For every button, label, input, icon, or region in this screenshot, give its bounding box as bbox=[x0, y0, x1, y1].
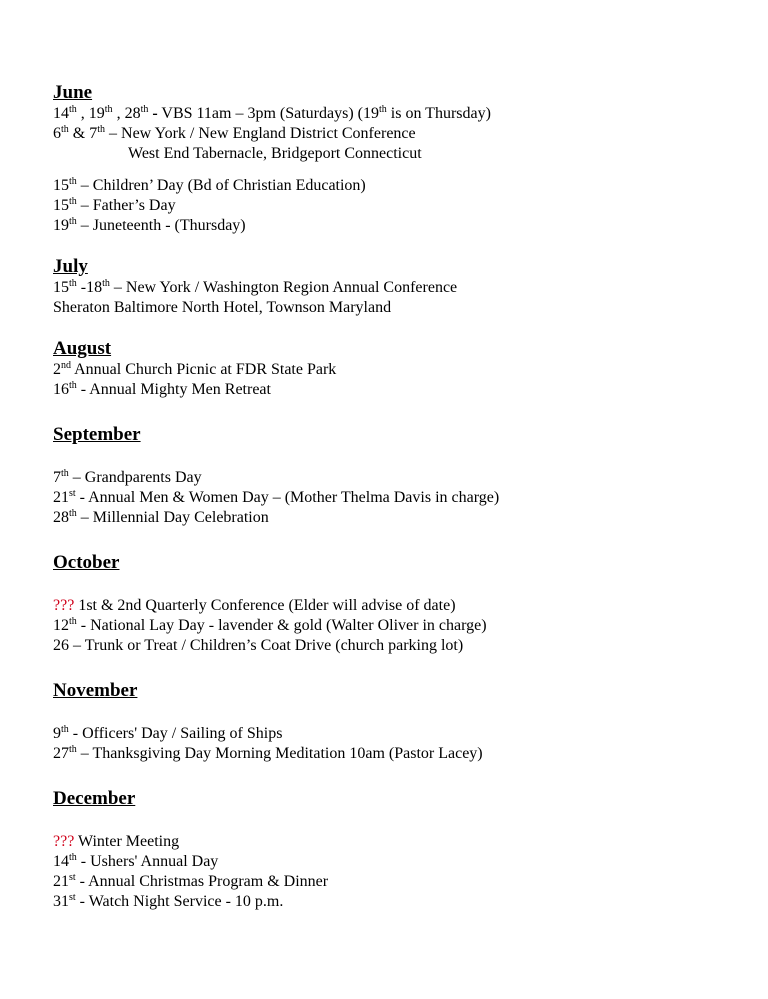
event-text: Annual Church Picnic at FDR State Park bbox=[71, 361, 337, 378]
date-suffix: th bbox=[104, 104, 113, 115]
event-text: – Millennial Day Celebration bbox=[76, 509, 269, 526]
event-date: 21 bbox=[53, 489, 69, 506]
event-date: 2 bbox=[53, 361, 61, 378]
event-line bbox=[53, 724, 753, 744]
event-line bbox=[53, 872, 753, 892]
event-text: Winter Meeting bbox=[74, 833, 180, 850]
separator: , bbox=[76, 105, 89, 122]
event-line bbox=[53, 196, 753, 216]
date-suffix: st bbox=[69, 488, 76, 499]
tbd-marker: ??? bbox=[53, 597, 75, 614]
date-suffix: th bbox=[69, 852, 77, 863]
event-line bbox=[53, 360, 753, 380]
event-line bbox=[53, 508, 753, 528]
event-line bbox=[53, 380, 753, 400]
month-heading-november: November bbox=[53, 680, 138, 701]
event-date: 6 bbox=[53, 125, 61, 142]
event-line bbox=[53, 488, 753, 508]
event-date: 7 bbox=[53, 469, 61, 486]
event-date: & 7 bbox=[68, 125, 98, 142]
event-date: 28 bbox=[53, 509, 69, 526]
event-date: -18 bbox=[76, 279, 103, 296]
month-heading-october: October bbox=[53, 552, 120, 573]
event-text: 1st & 2nd Quarterly Conference (Elder will advise of date) bbox=[74, 597, 456, 614]
date-suffix: th bbox=[379, 104, 387, 115]
event-date: 15 bbox=[53, 197, 69, 214]
event-text: - Annual Christmas Program & Dinner bbox=[75, 873, 329, 890]
event-date: 21 bbox=[53, 873, 69, 890]
event-line bbox=[53, 176, 753, 196]
date-suffix: th bbox=[69, 508, 77, 519]
event-line bbox=[53, 278, 753, 298]
event-line bbox=[53, 596, 753, 616]
date-suffix: th bbox=[140, 104, 149, 115]
event-date: 19 bbox=[53, 217, 69, 234]
event-text: VBS 11am – 3pm (Saturdays) (19 bbox=[157, 105, 379, 122]
month-heading-september: September bbox=[53, 424, 141, 445]
event-line bbox=[53, 216, 753, 236]
event-date: 19 bbox=[88, 105, 105, 122]
date-suffix: st bbox=[69, 872, 76, 883]
date-suffix: th bbox=[69, 744, 77, 755]
event-line bbox=[53, 468, 753, 488]
event-text: - Watch Night Service - 10 p.m. bbox=[75, 893, 284, 910]
event-line bbox=[53, 616, 753, 636]
date-suffix: th bbox=[69, 176, 77, 187]
event-text: – New York / Washington Region Annual Conference bbox=[109, 279, 458, 296]
event-text: – New York / New England District Conference bbox=[105, 125, 416, 142]
event-line bbox=[53, 832, 753, 852]
date-suffix: th bbox=[69, 278, 77, 289]
event-line bbox=[53, 892, 753, 912]
date-suffix: th bbox=[61, 124, 69, 135]
event-line bbox=[53, 124, 753, 144]
date-suffix: th bbox=[69, 616, 77, 627]
month-heading-june: June bbox=[53, 82, 93, 103]
tbd-marker: ??? bbox=[53, 833, 75, 850]
event-date: 9 bbox=[53, 725, 61, 742]
event-text: - Ushers' Annual Day bbox=[76, 853, 219, 870]
event-text: – Grandparents Day bbox=[68, 469, 202, 486]
event-date: 12 bbox=[53, 617, 69, 634]
date-suffix: th bbox=[69, 216, 77, 227]
separator: , bbox=[112, 105, 125, 122]
event-text: - Annual Men & Women Day – (Mother Thelma Davis in charge) bbox=[75, 489, 500, 506]
date-suffix: th bbox=[97, 124, 106, 135]
event-line bbox=[53, 744, 753, 764]
event-line: 26 – Trunk or Treat / Children’s Coat Drive (church parking lot) bbox=[53, 637, 464, 654]
event-date: 27 bbox=[53, 745, 69, 762]
event-line bbox=[53, 104, 753, 124]
date-suffix: th bbox=[69, 380, 77, 391]
event-date: 14 bbox=[53, 105, 69, 122]
event-location: Sheraton Baltimore North Hotel, Townson Maryland bbox=[53, 299, 392, 316]
event-date: 14 bbox=[53, 853, 69, 870]
event-date: 31 bbox=[53, 893, 69, 910]
event-location: West End Tabernacle, Bridgeport Connecticut bbox=[128, 145, 422, 162]
event-text: - National Lay Day - lavender & gold (Walter Oliver in charge) bbox=[76, 617, 487, 634]
event-text: – Children’ Day (Bd of Christian Education) bbox=[76, 177, 366, 194]
date-suffix: st bbox=[69, 892, 76, 903]
month-heading-july: July bbox=[53, 256, 88, 277]
date-suffix: th bbox=[61, 468, 69, 479]
date-suffix: th bbox=[102, 278, 110, 289]
event-date: 15 bbox=[53, 279, 69, 296]
bold-dash: - bbox=[148, 105, 158, 122]
month-heading-august: August bbox=[53, 338, 112, 359]
date-suffix: th bbox=[69, 196, 77, 207]
event-date: 28 bbox=[124, 105, 141, 122]
event-text: – Thanksgiving Day Morning Meditation 10am (Pastor Lacey) bbox=[76, 745, 483, 762]
date-suffix: th bbox=[61, 724, 69, 735]
calendar-document bbox=[53, 82, 753, 912]
event-text: is on Thursday) bbox=[386, 105, 491, 122]
event-text: – Juneteenth - (Thursday) bbox=[76, 217, 246, 234]
month-heading-december: December bbox=[53, 788, 136, 809]
event-text: – Father’s Day bbox=[76, 197, 176, 214]
event-text: - Annual Mighty Men Retreat bbox=[76, 381, 271, 398]
event-line bbox=[53, 852, 753, 872]
event-text: - Officers' Day / Sailing of Ships bbox=[68, 725, 283, 742]
date-suffix: th bbox=[69, 104, 77, 115]
event-date: 15 bbox=[53, 177, 69, 194]
event-date: 16 bbox=[53, 381, 69, 398]
date-suffix: nd bbox=[61, 360, 71, 371]
